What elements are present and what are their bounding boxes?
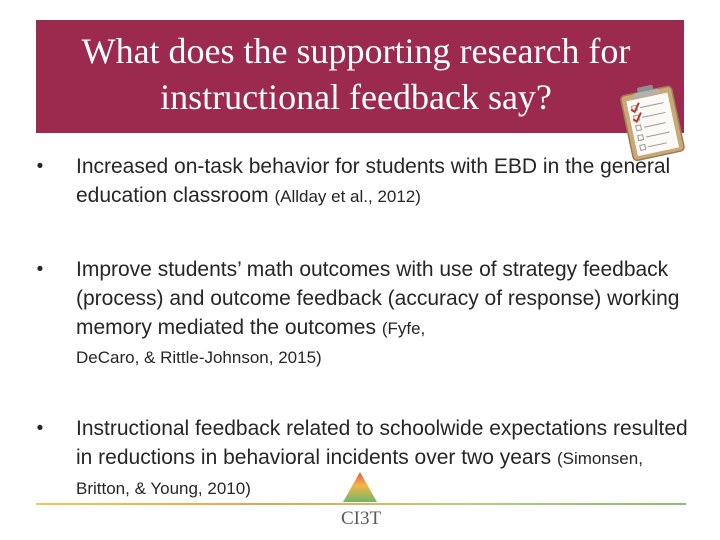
slide-title xyxy=(36,28,676,120)
title-line-2: instructional feedback say? xyxy=(160,77,552,117)
bullet-dot: • xyxy=(36,156,44,177)
bullet-citation: (Simonsen, Britton, & Young, 2010) xyxy=(76,449,643,498)
bullet-text: Increased on-task behavior for students with EBD in the general education classroom xyxy=(76,155,671,207)
bullet-item xyxy=(30,152,700,211)
bullet-citation-continued: DeCaro, & Rittle-Johnson, 2015) xyxy=(76,348,322,367)
title-line-1: What does the supporting research for xyxy=(81,31,631,71)
bullet-item xyxy=(30,255,700,373)
bullet-text: Instructional feedback related to schoolwide expectations resulted in reductions in behavioral incidents over two years xyxy=(76,417,688,469)
bullet-dot: • xyxy=(36,259,44,280)
bullet-dot: • xyxy=(36,418,44,439)
bullet-text: Improve students’ math outcomes with use of strategy feedback (process) and outcome feedback (accuracy of response) working memory mediated the outcomes xyxy=(76,258,680,339)
bullet-citation: (Allday et al., 2012) xyxy=(274,187,421,206)
bullet-citation: (Fyfe, xyxy=(381,319,426,338)
footer-logo-text: CI3T xyxy=(340,508,382,529)
bullet-list xyxy=(30,152,700,503)
